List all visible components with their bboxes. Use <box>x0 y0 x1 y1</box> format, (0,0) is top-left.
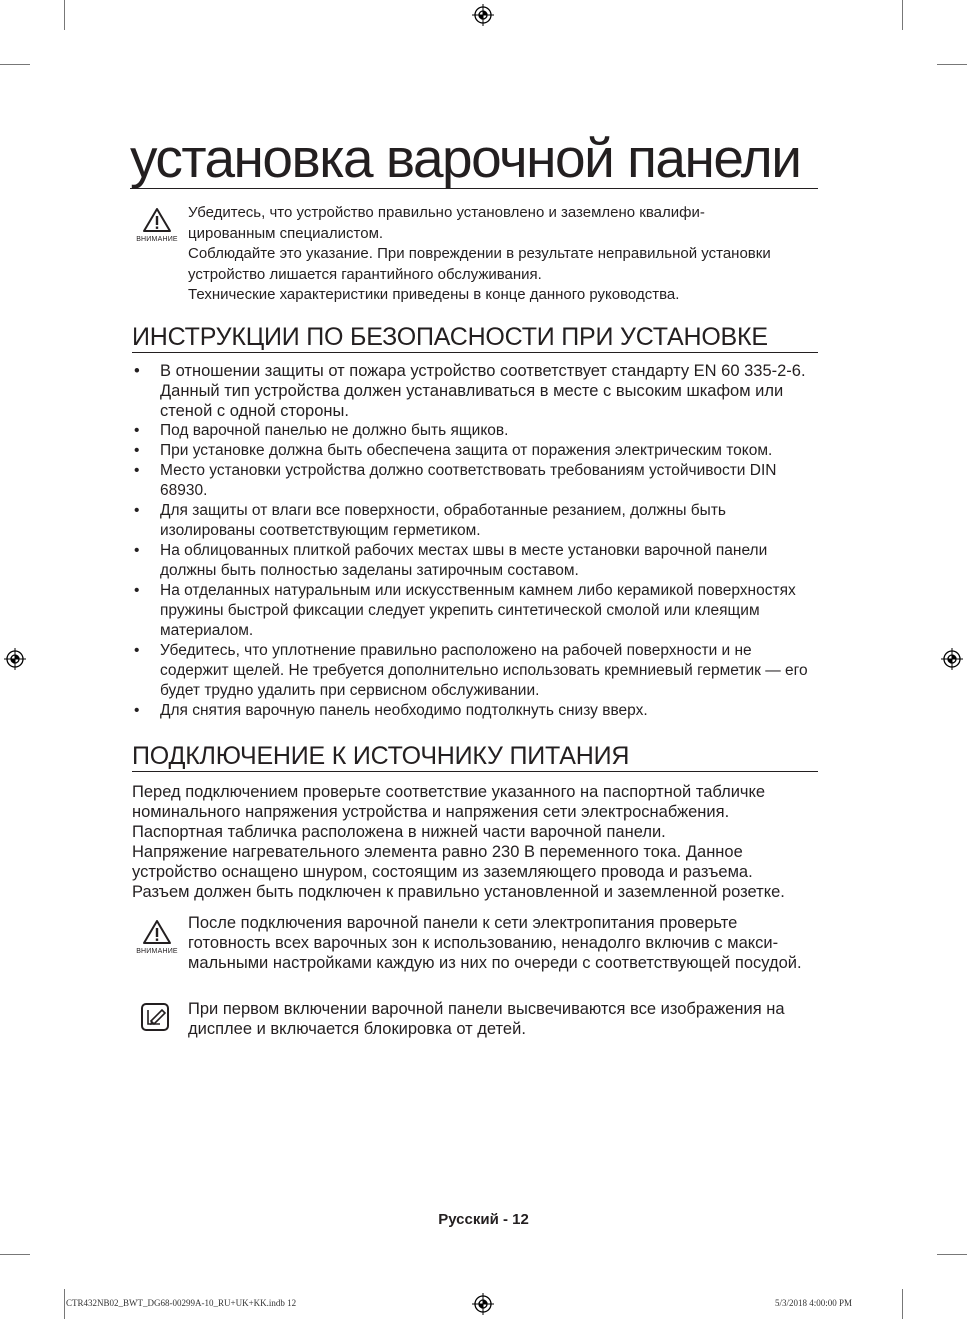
warning-badge <box>132 207 182 243</box>
list-item-text: Для защиты от влаги все поверхности, обработанные резанием, должны быть изолированы соответствующим герметиком. <box>160 502 726 539</box>
bullet-icon: • <box>134 462 140 479</box>
text-line: Убедитесь, что устройство правильно установлено и заземлено квалифи- <box>188 204 705 221</box>
text-line: устройство лишается гарантийного обслуживания. <box>188 265 542 283</box>
page-title: установка варочной панели <box>130 128 818 189</box>
crop-mark <box>902 1289 903 1319</box>
crop-mark <box>937 1254 967 1255</box>
registration-mark-icon <box>941 648 963 670</box>
list-item <box>132 701 822 721</box>
text-line: Перед подключением проверьте соответствие указанного на паспортной табличке <box>132 783 766 801</box>
text-line: цированным специалистом. <box>188 224 384 242</box>
crop-mark <box>0 64 30 65</box>
crop-mark <box>0 1254 30 1255</box>
safety-heading: ИНСТРУКЦИИ ПО БЕЗОПАСНОСТИ ПРИ УСТАНОВКЕ <box>132 322 818 353</box>
intro-warning-text <box>188 203 822 306</box>
list-item-text: Убедитесь, что уплотнение правильно расположено на рабочей поверхности и не содержит щелей. Не требуется дополнительно использовать кремниевый герметик — его будет трудно удалить при сервисном обслуживании. <box>160 642 808 699</box>
note-pencil-icon <box>140 1002 170 1032</box>
bullet-icon: • <box>134 502 140 519</box>
list-item <box>132 641 822 701</box>
warning-triangle-icon <box>142 919 172 945</box>
power-warning-text: После подключения варочной панели к сети электропитания проверьте готовность всех варочных зон к использованию, ненадолго включив с макси-мальными настройками каждую из них по очереди с соответствующей посудой. <box>188 914 802 972</box>
warning-triangle-icon <box>142 207 172 233</box>
bullet-icon: • <box>134 642 140 659</box>
bullet-icon: • <box>134 702 140 719</box>
crop-mark <box>64 1289 65 1319</box>
registration-mark-icon <box>4 648 26 670</box>
text-line: Паспортная табличка расположена в нижней части варочной панели. <box>132 823 666 841</box>
list-item-text: На облицованных плиткой рабочих местах швы в месте установки варочной панели должны быть полностью заделаны затирочным составом. <box>160 542 768 579</box>
bullet-icon: • <box>134 582 140 599</box>
list-item-text: В отношении защиты от пожара устройство соответствует стандарту EN 60 335-2-6. Данный тип устройства должен устанавливаться в месте с высоким шкафом или стеной с одной стороны. <box>160 362 806 420</box>
warning-label: ВНИМАНИЕ <box>136 948 178 955</box>
bullet-icon: • <box>134 542 140 559</box>
list-item <box>132 541 822 581</box>
warning-label: ВНИМАНИЕ <box>136 236 178 243</box>
list-item-text: При установке должна быть обеспечена защита от поражения электрическим током. <box>160 442 773 459</box>
power-warning <box>132 913 822 973</box>
intro-warning <box>132 203 822 306</box>
list-item-text: На отделанных натуральным или искусственным камнем либо керамикой поверхностях пружины быстрой фиксации следует укрепить синтетической смолой или клеящим материалом. <box>160 582 796 639</box>
power-heading: ПОДКЛЮЧЕНИЕ К ИСТОЧНИКУ ПИТАНИЯ <box>132 741 818 772</box>
power-note <box>132 999 822 1039</box>
warning-badge <box>132 919 182 955</box>
power-note-text: При первом включении варочной панели высвечиваются все изображения на дисплее и включается блокировка от детей. <box>188 1000 785 1038</box>
text-line: Соблюдайте это указание. При повреждении в результате неправильной установки <box>188 245 771 262</box>
power-paragraph <box>132 782 822 902</box>
list-item <box>132 581 822 641</box>
crop-mark <box>64 0 65 30</box>
list-item-text: Для снятия варочную панель необходимо подтолкнуть снизу вверх. <box>160 702 648 719</box>
bullet-icon: • <box>134 362 140 380</box>
registration-mark-icon <box>472 4 494 26</box>
text-line: Технические характеристики приведены в конце данного руководства. <box>188 286 680 303</box>
registration-mark-icon <box>472 1293 494 1315</box>
text-line: номинального напряжения устройства и напряжения сети электроснабжения. <box>132 803 730 821</box>
page-number: Русский - 12 <box>438 1211 529 1228</box>
list-item-text: Место установки устройства должно соответствовать требованиям устойчивости DIN 68930. <box>160 462 777 499</box>
list-item <box>132 461 822 501</box>
crop-mark <box>902 0 903 30</box>
text-line: Разъем должен быть подключен к правильно установленной и заземленной розетке. <box>132 883 785 901</box>
list-item <box>132 361 822 421</box>
print-datetime: 5/3/2018 4:00:00 PM <box>775 1298 853 1308</box>
safety-list <box>132 361 822 721</box>
crop-mark <box>937 64 967 65</box>
list-item-text: Под варочной панелью не должно быть ящиков. <box>160 422 509 439</box>
bullet-icon: • <box>134 442 140 459</box>
list-item <box>132 421 822 441</box>
bullet-icon: • <box>134 422 140 439</box>
list-item <box>132 501 822 541</box>
file-slug: CTR432NB02_BWT_DG68-00299A-10_RU+UK+KK.indb 12 <box>66 1298 297 1308</box>
text-line: Напряжение нагревательного элемента равно 230 В переменного тока. Данное <box>132 843 743 861</box>
list-item <box>132 441 822 461</box>
text-line: устройство оснащено шнуром, состоящим из заземляющего провода и разъема. <box>132 863 753 881</box>
